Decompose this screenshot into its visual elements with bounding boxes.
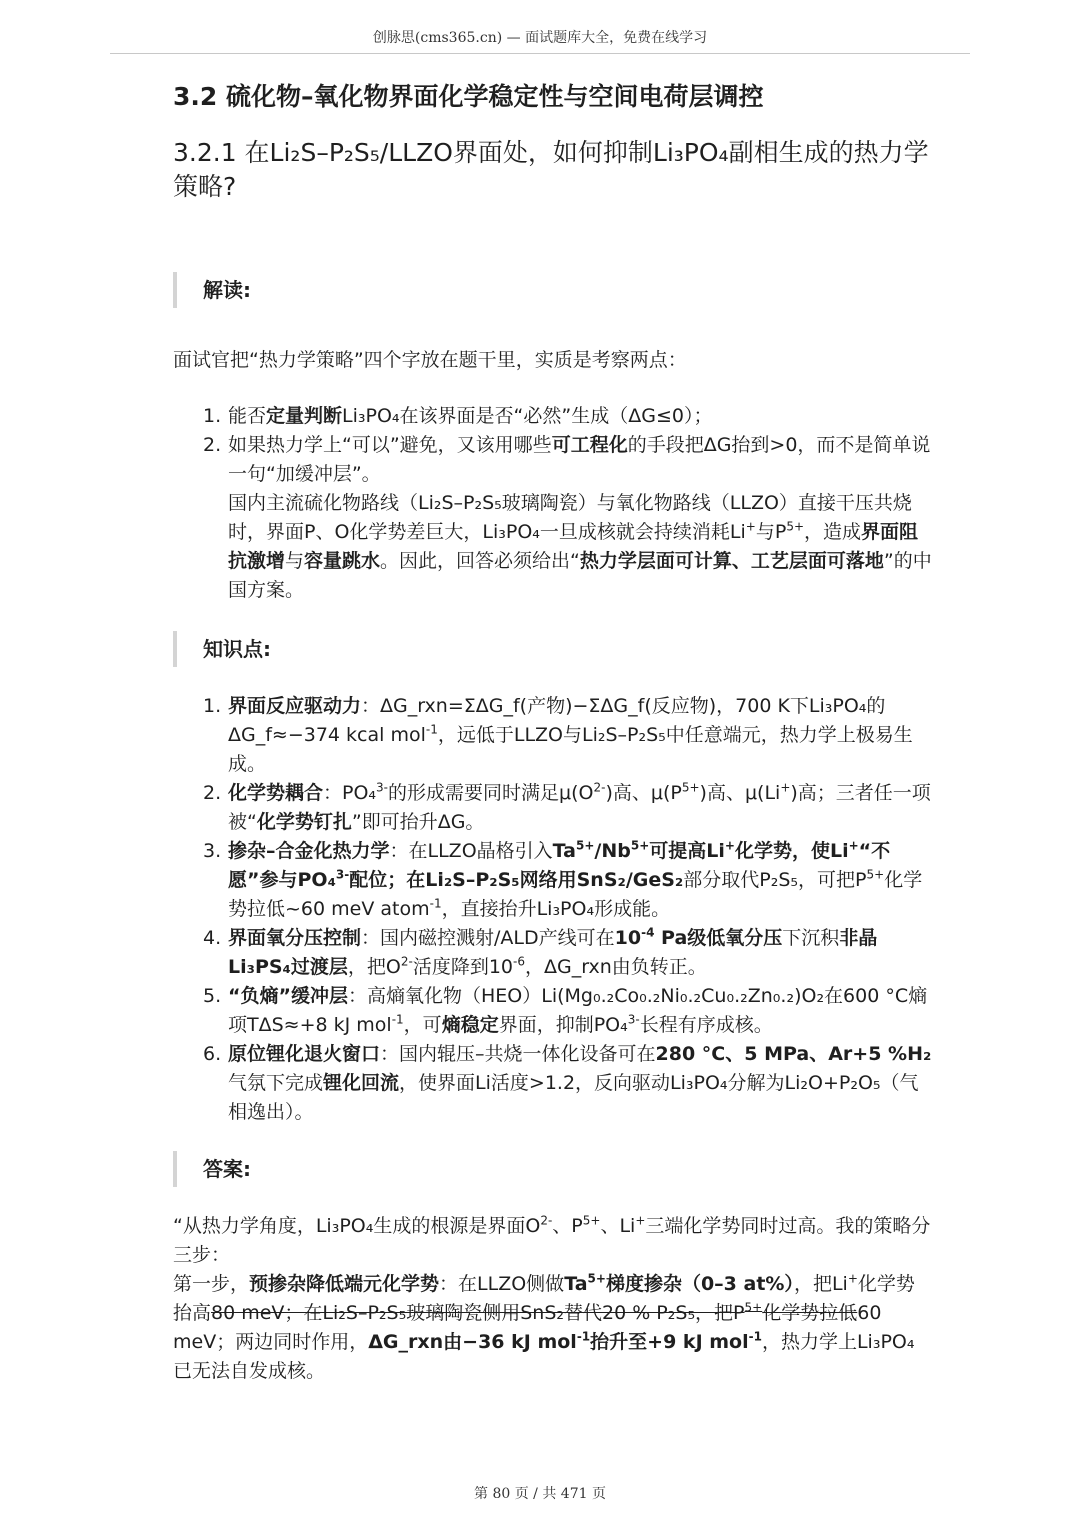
document-body xyxy=(173,78,933,1386)
list-number: 2. xyxy=(203,434,222,456)
list-item: 6. 原位锂化退火窗口：国内辊压–共烧一体化设备可在280 °C、5 MPa、Ar+5 %H₂气氛下完成锂化回流，使界面Li活度>1.2，反向驱动Li₃PO₄分解为Li₂O+P₂O₅（气相逸出）。 xyxy=(173,1040,933,1127)
interpretation-intro: 面试官把“热力学策略”四个字放在题干里，实质是考察两点： xyxy=(173,349,687,371)
strikethrough-text: 80 meV；在Li₂S–P₂S₅玻璃陶瓷侧用SnS₂替代20 % P₂S₅，把$P^{5+}$化学势拉低 xyxy=(211,1300,858,1324)
interpretation-paragraph: 国内主流硫化物路线（Li₂S–P₂S₅玻璃陶瓷）与氧化物路线（LLZO）直接干压共烧时，界面P、O化学势差巨大，Li₃PO₄一旦成核就会持续消耗Li+与$P^{5+}$，造成界面阻抗激增与容量跳水。因此，回答必须给出“热力学层面可计算、工艺层面可落地”的中国方案。 xyxy=(228,492,932,601)
interpretation-list xyxy=(173,402,933,489)
header-divider xyxy=(110,53,970,54)
list-number: 5. xyxy=(203,985,222,1007)
page-footer: 第 80 页 / 共 471 页 xyxy=(474,1486,606,1502)
knowledge-heading: 知识点: xyxy=(173,631,933,667)
list-number: 2. xyxy=(203,782,222,804)
answer-step-one: 第一步，预掺杂降低端元化学势：在LLZO侧做$Ta^{5+}$梯度掺杂（0–3 at%），把Li+化学势抬高80 meV；在Li₂S–P₂S₅玻璃陶瓷侧用SnS₂替代20 % P₂S₅，把$P^{5+}$化学势拉低60 meV；两边同时作用，ΔG_rxn由−36 kJ mol$^{-1}$抬升至+9 kJ mol$^{-1}$，热力学上Li₃PO₄已无法自发成核。 xyxy=(173,1271,915,1382)
page-header: 创脉思(cms365.cn) — 面试题库大全，免费在线学习 xyxy=(372,30,708,46)
list-number: 1. xyxy=(203,405,222,427)
list-item: 4. 界面氧分压控制：国内磁控溅射/ALD产线可在$10^{-4}$ Pa级低氧分压下沉积非晶Li₃PS₄过渡层，把$O^{2-}$活度降到$10^{-6}$，ΔG_rxn由负转正。 xyxy=(203,925,878,978)
list-number: 3. xyxy=(203,840,222,862)
answer-paragraph: “从热力学角度，Li₃PO₄生成的根源是界面$O^{2-}$、$P^{5+}$、Li+三端化学势同时过高。我的策略分三步： xyxy=(173,1213,931,1266)
list-item: 2. 如果热力学上“可以”避免，又该用哪些可工程化的手段把ΔG抬到>0，而不是简单说一句“加缓冲层”。 xyxy=(173,431,933,489)
list-item: 3. 掺杂–合金化热力学：在LLZO晶格引入$Ta^{5+}/Nb^{5+}$可提高Li+化学势，使Li+“不愿”参与PO₄$^{3-}$配位；在Li₂S–P₂S₅网络用SnS₂/GeS₂部分取代P₂S₅，可把$P^{5+}$化学势拉低~60 meV atom$^{-1}$，直接抬升Li₃PO₄形成能。 xyxy=(203,838,923,920)
list-item: 5. “负熵”缓冲层：高熵氧化物（HEO）Li(Mg₀.₂Co₀.₂Ni₀.₂Cu₀.₂Zn₀.₂)O₂在600 °C熵项TΔS≈+8 kJ mol$^{-1}$，可熵稳定界面，抑制PO₄$^{3-}$长程有序成核。 xyxy=(173,982,933,1040)
interpretation-heading: 解读: xyxy=(173,272,933,308)
list-number: 4. xyxy=(203,927,222,949)
list-item: 2. 化学势耦合：PO₄$^{3-}$的形成需要同时满足$\mu(O^{2-})$高、$\mu(P^{5+})$高、μ(Li+)高；三者任一项被“化学势钉扎”即可抬升ΔG。 xyxy=(203,780,931,833)
answer-heading: 答案: xyxy=(173,1151,933,1187)
section-title: 3.2 硫化物–氧化物界面化学稳定性与空间电荷层调控 xyxy=(173,82,764,111)
list-item: 1. 界面反应驱动力：ΔG_rxn=ΣΔG_f(产物)−ΣΔG_f(反应物)，700 K下Li₃PO₄的ΔG_f≈−374 kcal mol$^{-1}$，远低于LLZO与Li₂S–P₂S₅中任意端元，热力学上极易生成。 xyxy=(173,692,933,779)
knowledge-list xyxy=(173,692,933,1127)
list-number: 6. xyxy=(203,1043,222,1065)
question-title: 3.2.1 在Li₂S–P₂S₅/LLZO界面处，如何抑制Li₃PO₄副相生成的热力学策略? xyxy=(173,138,929,201)
list-item: 1. 能否定量判断Li₃PO₄在该界面是否“必然”生成（ΔG≤0）； xyxy=(173,402,933,431)
list-number: 1. xyxy=(203,695,222,717)
